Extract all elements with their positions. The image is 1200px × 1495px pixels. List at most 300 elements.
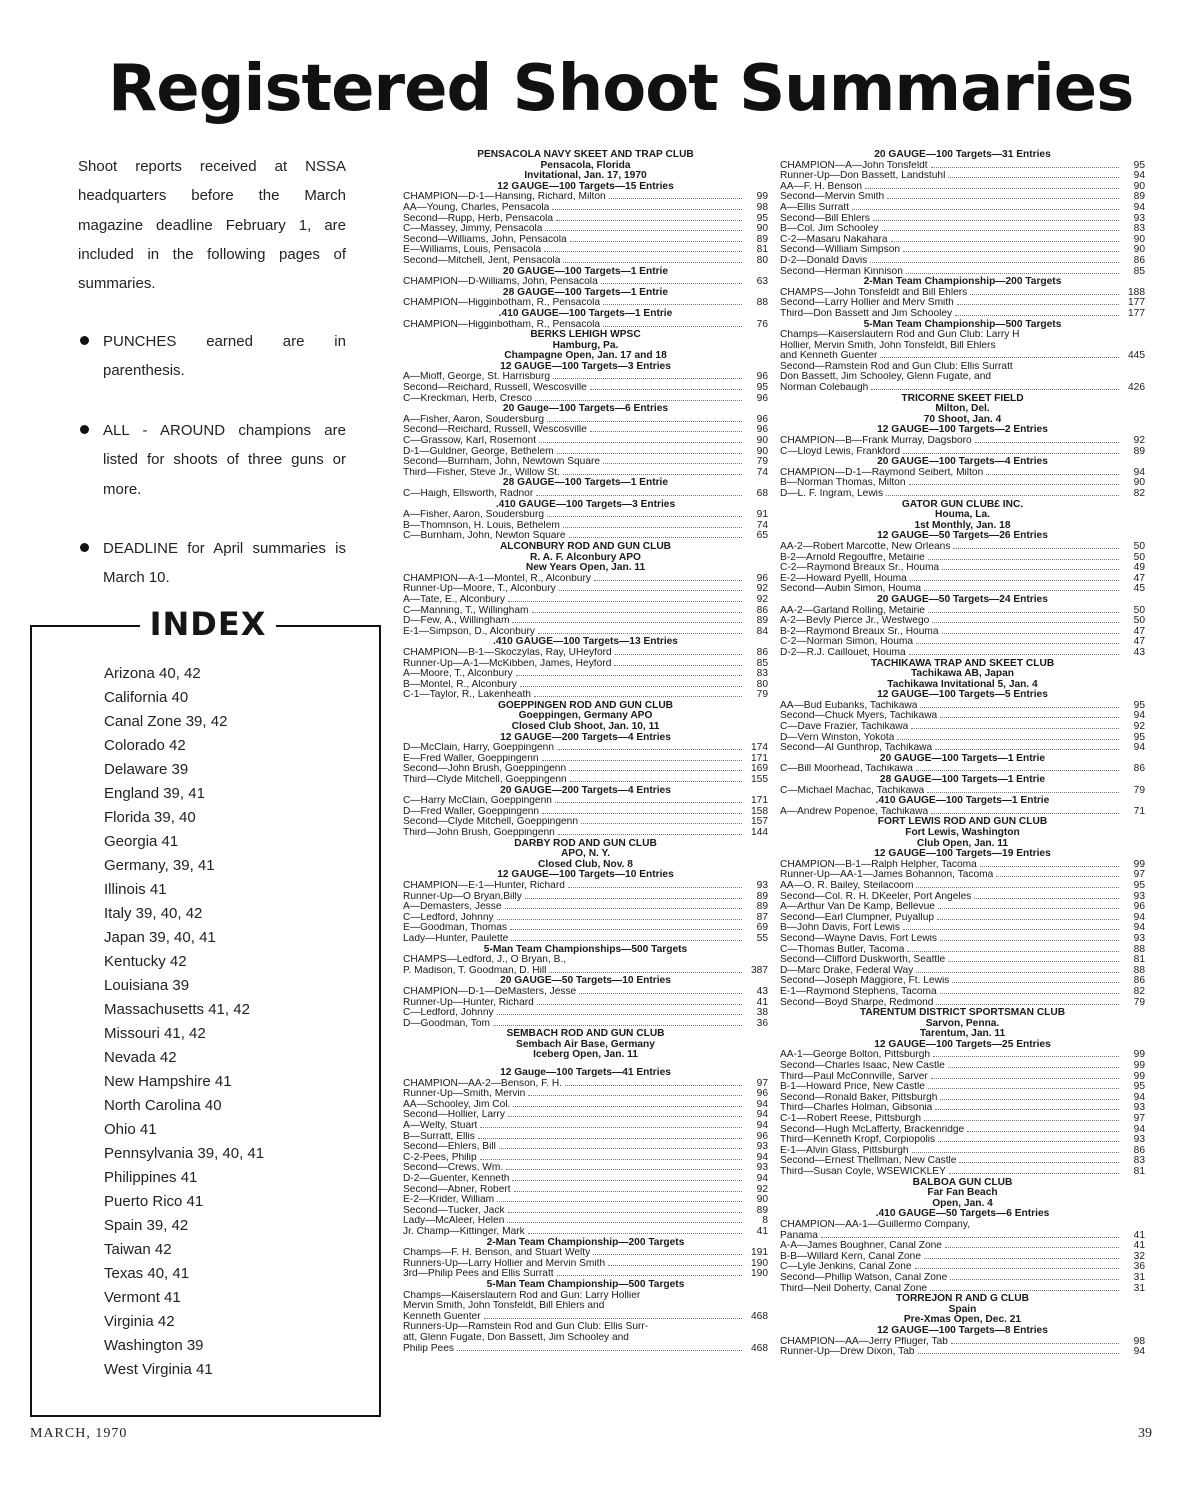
result-score: 74 (756, 519, 768, 531)
result-name: C—Massey, Jimmy, Pensacola (403, 224, 543, 235)
result-row (780, 468, 1145, 479)
result-score: 76 (756, 318, 768, 330)
dot-leader (891, 241, 1119, 242)
result-row (403, 1142, 768, 1153)
dot-leader (603, 304, 742, 305)
dot-leader (933, 1056, 1119, 1057)
result-score: 86 (1133, 1144, 1145, 1156)
result-row (780, 627, 1145, 638)
dot-leader (942, 633, 1119, 634)
dot-leader (544, 251, 742, 252)
result-row (403, 1312, 768, 1323)
result-name: Second—Mervin Smith (780, 192, 885, 203)
result-row (403, 764, 768, 775)
result-row (403, 1248, 768, 1259)
result-row (403, 923, 768, 934)
section-heading: 20 GAUGE—50 Targets—24 Entries (877, 593, 1048, 605)
dot-leader (974, 898, 1119, 899)
result-score: 89 (1133, 445, 1145, 457)
index-item: Virginia 42 (104, 1313, 175, 1330)
intro-paragraph: Shoot reports received at NSSA headquarters before the March magazine deadline February 1, are included in the following pages of summaries. (78, 158, 346, 293)
result-row (403, 521, 768, 532)
section-heading: 12 GAUGE—50 Targets—26 Entries (877, 530, 1048, 542)
result-name: E-1—Raymond Stephens, Tacoma (780, 986, 937, 997)
dot-leader (570, 781, 742, 782)
dot-leader (948, 1067, 1119, 1068)
section-heading: Far Fan Beach (927, 1187, 998, 1199)
dot-leader (938, 1141, 1119, 1142)
result-score: 8 (762, 1215, 768, 1227)
result-name: Second—Clyde Mitchell, Goeppingenn (403, 817, 578, 828)
result-row (780, 881, 1145, 892)
result-row (780, 1241, 1145, 1252)
result-score: 96 (756, 424, 768, 436)
result-row (780, 235, 1145, 246)
index-item: Massachusetts 41, 42 (104, 1001, 250, 1018)
result-row (780, 214, 1145, 225)
result-row (780, 976, 1145, 987)
result-score: 93 (1133, 932, 1145, 944)
result-score: 71 (1133, 805, 1145, 817)
result-name: C—Burnham, John, Newton Square (403, 531, 566, 542)
bullet-deadline (78, 534, 346, 593)
result-score: 41 (1133, 1229, 1145, 1241)
index-item: Delaware 39 (104, 761, 189, 778)
result-score: 87 (756, 911, 768, 923)
result-row (403, 1344, 768, 1355)
dot-leader (927, 792, 1119, 793)
result-row (780, 542, 1145, 553)
result-text-line (403, 1333, 768, 1344)
result-score: 80 (756, 678, 768, 690)
dot-leader (507, 1222, 742, 1223)
dot-leader (931, 1078, 1119, 1079)
result-score: 426 (1128, 382, 1145, 394)
result-score: 65 (756, 530, 768, 542)
result-row (780, 637, 1145, 648)
result-row (780, 1337, 1145, 1348)
result-row (403, 489, 768, 500)
result-row (780, 203, 1145, 214)
result-name: C-2—Norman Simon, Houma (780, 637, 914, 648)
section-heading: TARENTUM DISTRICT SPORTSMAN CLUB (859, 1007, 1066, 1019)
dot-leader (528, 1095, 742, 1096)
result-score: 96 (756, 572, 768, 584)
result-name: D—L. F. Ingram, Lewis (780, 489, 884, 499)
result-name: D—Few, A., Willingham (403, 616, 510, 627)
dot-leader (980, 866, 1119, 867)
dot-leader (539, 442, 742, 443)
result-row (403, 574, 768, 585)
dot-leader (951, 1343, 1119, 1344)
dot-leader (935, 749, 1119, 750)
result-row (780, 1050, 1145, 1061)
dot-leader (497, 1201, 742, 1202)
result-row (780, 1262, 1145, 1273)
result-row (403, 203, 768, 214)
result-row (780, 923, 1145, 934)
dot-leader (928, 559, 1119, 560)
result-row (403, 256, 768, 267)
result-score: 98 (756, 201, 768, 213)
result-name: E-2—Howard Pyelll, Houma (780, 573, 907, 584)
result-name: Second—Aubin Simon, Houma (780, 584, 922, 595)
result-row (780, 1167, 1145, 1178)
index-item: Spain 39, 42 (104, 1217, 189, 1234)
result-score: 41 (756, 996, 768, 1008)
result-name: AA—Bud Eubanks, Tachikawa (780, 700, 918, 711)
section-heading: Tachikawa Invitational 5, Jan. 4 (887, 678, 1038, 690)
result-text-line (403, 1301, 768, 1312)
result-name: Third—Susan Coyle, WSEWICKLEY (780, 1167, 946, 1177)
result-row (780, 553, 1145, 564)
section-heading: 28 GAUGE—100 Targets—1 Entrie (879, 774, 1046, 786)
result-name: A-2—Bevly Pierce Jr., Westwego (780, 616, 930, 627)
result-row (780, 1252, 1145, 1263)
result-row (403, 447, 768, 458)
result-row (403, 595, 768, 606)
dot-leader (955, 315, 1119, 316)
bullet-text: DEADLINE for April summaries is March 10. (103, 540, 346, 587)
result-row (403, 214, 768, 225)
section-heading: .410 GAUGE—50 Targets—6 Entries (875, 1208, 1050, 1220)
dot-leader (457, 1350, 742, 1351)
dot-leader (970, 294, 1119, 295)
result-score: 93 (756, 1141, 768, 1153)
index-item: Colorado 42 (104, 737, 186, 754)
index-top-rule-left (30, 625, 140, 627)
dot-leader (614, 665, 742, 666)
result-row (780, 934, 1145, 945)
dot-leader (512, 622, 742, 623)
result-row (780, 870, 1145, 881)
dot-leader (505, 908, 742, 909)
result-score: 94 (1133, 922, 1145, 934)
result-score: 93 (1133, 1134, 1145, 1146)
result-row (403, 913, 768, 924)
result-name: Third—Clyde Mitchell, Goeppingenn (403, 775, 567, 786)
result-score: 90 (1133, 180, 1145, 192)
result-row (403, 881, 768, 892)
section-heading: 28 GAUGE—100 Targets—1 Entrie (502, 477, 669, 489)
result-name: Second—Hugh McLafferty, Brackenridge (780, 1124, 965, 1135)
result-name: E—Williams, Louis, Pensacola (403, 245, 542, 256)
result-name: Second—John Brush, Goeppingenn (403, 764, 567, 775)
dot-leader (569, 770, 742, 771)
dot-leader (975, 442, 1119, 443)
dot-leader (903, 929, 1119, 930)
result-score: 50 (1133, 551, 1145, 563)
dot-leader (511, 940, 742, 941)
section-heading: 12 GAUGE—100 Targets—5 Entries (877, 689, 1048, 701)
result-name: B—Montel, R., Alconbury (403, 679, 517, 690)
result-score: 191 (751, 1247, 768, 1259)
result-score: 49 (1133, 562, 1145, 574)
result-score: 190 (751, 1257, 768, 1269)
result-name: Hollier, Mervin Smith, John Tonsfeldt, Bill Ehlers (780, 340, 996, 351)
result-name: Runner-Up—Hunter, Richard (403, 997, 534, 1008)
result-row (780, 1072, 1145, 1083)
dot-leader (903, 453, 1119, 454)
result-score: 86 (756, 604, 768, 616)
dot-leader (957, 304, 1119, 305)
dot-leader (514, 1191, 742, 1192)
result-row (780, 1114, 1145, 1125)
section-heading: 2-Man Team Championship—200 Targets (486, 1236, 685, 1248)
result-text-line (403, 955, 768, 966)
dot-leader (936, 1004, 1119, 1005)
index-item: Taiwan 42 (104, 1241, 172, 1258)
index-item: Japan 39, 40, 41 (104, 929, 216, 946)
result-row (780, 860, 1145, 871)
result-score: 174 (751, 742, 768, 754)
section-heading: 70 Shoot, Jan. 4 (923, 413, 1002, 425)
result-score: 95 (1133, 731, 1145, 743)
result-name: CHAMPION—D-1—Raymond Seibert, Milton (780, 467, 984, 478)
result-row (403, 616, 768, 627)
section-heading: .410 GAUGE—100 Targets—13 Entries (493, 636, 678, 648)
result-row (780, 1061, 1145, 1072)
result-text-line (780, 341, 1145, 352)
section-heading: 12 GAUGE—100 Targets—25 Entries (874, 1038, 1051, 1050)
result-name: D-2—Donald Davis (780, 255, 868, 266)
section-heading: 20 Gauge—100 Targets—6 Entries (502, 403, 669, 415)
result-name: C—Harry McClain, Goeppingenn (403, 796, 552, 807)
result-score: 99 (1133, 1060, 1145, 1072)
result-score: 90 (756, 223, 768, 235)
result-score: 79 (1133, 996, 1145, 1008)
result-row (403, 457, 768, 468)
section-heading: 28 GAUGE—100 Targets—1 Entrie (502, 286, 669, 298)
result-score: 95 (1133, 1081, 1145, 1093)
result-name: Second—Al Gunthrop, Tachikawa (780, 743, 933, 754)
result-score: 94 (756, 1098, 768, 1110)
section-heading: Closed Club, Nov. 8 (538, 858, 633, 870)
result-score: 94 (1133, 201, 1145, 213)
result-row (403, 817, 768, 828)
result-score: 55 (756, 932, 768, 944)
dot-leader (906, 273, 1119, 274)
section-heading: 20 GAUGE—100 Targets—1 Entrie (502, 265, 669, 277)
index-item: Philippines 41 (104, 1169, 198, 1186)
issue-date: MARCH, 1970 (30, 1426, 128, 1441)
result-score: 80 (756, 254, 768, 266)
dot-leader (590, 431, 742, 432)
result-name: A-A—James Boughner, Canal Zone (780, 1241, 942, 1252)
result-name: D—Fred Waller, Goeppingenn (403, 806, 540, 817)
dot-leader (931, 813, 1119, 814)
result-score: 92 (756, 593, 768, 605)
result-score: 95 (756, 212, 768, 224)
dot-leader (559, 590, 742, 591)
result-name: C—Michael Machac, Tachikawa (780, 785, 925, 796)
result-name: B—Thomnson, H. Louis, Bethelem (403, 520, 560, 531)
dot-leader (948, 961, 1119, 962)
index-item: Kentucky 42 (104, 953, 187, 970)
result-score: 79 (756, 456, 768, 468)
result-name: Second—Charles Isaac, New Castle (780, 1061, 945, 1072)
result-row (403, 415, 768, 426)
dot-leader (537, 1004, 742, 1005)
result-name: CHAMPION—B-1—Ralph Helpher, Tacoma (780, 859, 977, 870)
result-score: 85 (756, 657, 768, 669)
result-name: Second—Hollier, Larry (403, 1110, 505, 1121)
result-name: Runner-Up—Moore, T., Alconbury (403, 584, 556, 595)
result-text-line (780, 1220, 1145, 1231)
section-heading: BALBOA GUN CLUB (912, 1176, 1013, 1188)
result-name: C—Grassow, Karl, Rosemont (403, 436, 537, 447)
bullet-all-around (78, 416, 346, 504)
result-name: B—John Davis, Fort Lewis (780, 923, 901, 934)
section-heading: PENSACOLA NAVY SKEET AND TRAP CLUB (477, 149, 694, 160)
result-score: 88 (1133, 964, 1145, 976)
dot-leader (569, 537, 742, 538)
result-name: A—Fisher, Aaron, Soudersburg (403, 414, 545, 425)
dot-leader (938, 908, 1119, 909)
result-row (780, 245, 1145, 256)
result-score: 82 (1133, 985, 1145, 997)
result-score: 94 (756, 1173, 768, 1184)
result-row (780, 256, 1145, 267)
dot-leader (565, 1085, 742, 1086)
dot-leader (931, 167, 1119, 168)
section-heading: APO, N. Y. (560, 848, 611, 860)
result-row (780, 182, 1145, 193)
section-heading: TACHIKAWA TRAP AND SKEET CLUB (870, 657, 1055, 669)
dot-leader (916, 770, 1119, 771)
dot-leader (553, 378, 742, 379)
section-heading: R. A. F. Alconbury APO (530, 551, 641, 563)
result-score: 445 (1128, 350, 1145, 362)
dot-leader (557, 749, 742, 750)
result-row (780, 902, 1145, 913)
result-row (403, 606, 768, 617)
dot-leader (536, 495, 742, 496)
result-row (780, 1156, 1145, 1167)
dot-leader (887, 198, 1119, 199)
result-name: B—Surratt, Ellis (403, 1131, 475, 1142)
dot-leader (882, 230, 1119, 231)
result-row (403, 235, 768, 246)
dot-leader (986, 474, 1119, 475)
section-heading: 5-Man Team Championship—500 Targets (863, 318, 1062, 330)
dot-leader (910, 580, 1119, 581)
result-name: B-2—Raymond Breaux Sr., Houma (780, 626, 939, 637)
result-row (780, 436, 1145, 447)
result-row (403, 1089, 768, 1100)
index-item: Italy 39, 40, 42 (104, 905, 203, 922)
result-name: Runners-Up—Ramstein Rod and Gun Club: Ellis Surr- (403, 1322, 649, 1333)
result-score: 82 (1133, 488, 1145, 499)
result-score: 96 (756, 371, 768, 383)
result-name: Second—Reichard, Russell, Wescosville (403, 425, 587, 436)
result-name: Third—Kenneth Kropf, Corpiopolis (780, 1135, 936, 1146)
dot-leader (952, 982, 1119, 983)
result-row (780, 711, 1145, 722)
result-score: 96 (756, 1130, 768, 1142)
dot-leader (873, 220, 1119, 221)
bullet-text: ALL - AROUND champions are listed for shoots of three guns or more. (103, 422, 346, 498)
dot-leader (911, 728, 1119, 729)
section-heading: 20 GAUGE—50 Targets—10 Entries (500, 975, 671, 987)
result-name: AA—O. R. Bailey, Steilacoom (780, 880, 914, 891)
dot-leader (945, 1247, 1119, 1248)
result-score: 94 (1133, 170, 1145, 182)
result-row (403, 828, 768, 839)
section-heading: 12 GAUGE—100 Targets—3 Entries (500, 360, 671, 372)
result-score: 89 (756, 233, 768, 245)
result-name: C—Dave Frazier, Tachikawa (780, 722, 909, 733)
result-name: Second—Larry Hollier and Merv Smith (780, 298, 954, 309)
dot-leader (542, 813, 742, 814)
dot-leader (609, 198, 742, 199)
result-row (780, 648, 1145, 659)
result-row (403, 807, 768, 818)
dot-leader (493, 1025, 742, 1026)
result-name: Third—John Brush, Goeppingenn (403, 828, 555, 838)
result-name: Norman Colebaugh (780, 383, 869, 394)
result-score: 99 (756, 191, 768, 203)
dot-leader (513, 1106, 742, 1107)
dot-leader (932, 622, 1119, 623)
dot-leader (590, 389, 742, 390)
result-name: B—Col. Jim Schooley (780, 224, 879, 235)
result-name: A—Tate, E., Alconbury (403, 594, 505, 605)
result-name: 3rd—Philip Pees and Ellis Surratt (403, 1269, 554, 1280)
result-name: Second—Tucker, Jack (403, 1205, 505, 1216)
result-name: Second—Chuck Myers, Tachikawa (780, 711, 938, 722)
result-name: Champs—Kaiserslautern Rod and Gun: Larry Hollier (403, 1290, 641, 1301)
result-score: 97 (1133, 869, 1145, 881)
result-name: C-1—Robert Reese, Pittsburgh (780, 1114, 921, 1125)
result-text-line (780, 330, 1145, 341)
result-name: A—Mioff, George, St. Harrisburg (403, 372, 551, 383)
result-score: 468 (751, 1342, 768, 1354)
result-score: 94 (1133, 1346, 1145, 1358)
section-heading: TORREJON R AND G CLUB (895, 1293, 1029, 1305)
dot-leader (909, 484, 1120, 485)
result-row (403, 372, 768, 383)
dot-leader (953, 548, 1119, 549)
result-name: C—Kreckman, Herb, Cresco (403, 393, 533, 404)
result-score: 96 (756, 392, 768, 404)
result-name: C-1—Taylor, R., Lakenheath (403, 690, 531, 701)
result-score: 86 (756, 646, 768, 658)
result-name: E—Fred Waller, Goeppingenn (403, 753, 539, 764)
result-name: Second—Col. R. H. DKeeler, Port Angeles (780, 891, 972, 902)
dot-leader (534, 696, 742, 697)
section-heading: 12 GAUGE—100 Targets—8 Entries (877, 1324, 1048, 1336)
result-name: CHAMPS—John Tonsfeldt and Bill Ehlers (780, 287, 968, 298)
result-name: Champs—F. H. Benson, and Stuart Welty (403, 1248, 591, 1259)
dot-leader (916, 887, 1119, 888)
index-item: Puerto Rico 41 (104, 1193, 204, 1210)
dot-leader (525, 898, 742, 899)
bullet-icon (80, 336, 89, 345)
result-name: B-B—Willard Kern, Canal Zone (780, 1251, 921, 1262)
result-name: CHAMPION—Higginbotham, R., Pensacola (403, 319, 601, 330)
result-name: Second—Joseph Maggiore, Ft. Lewis (780, 976, 950, 987)
result-score: 97 (1133, 1113, 1145, 1125)
result-row (403, 1008, 768, 1019)
result-name: Second—Earl Clumpner, Puyallup (780, 912, 935, 923)
section-heading: 5-Man Team Championships—500 Targets (483, 943, 688, 955)
result-row (780, 616, 1145, 627)
result-row (780, 1103, 1145, 1114)
result-row (780, 606, 1145, 617)
result-row (403, 436, 768, 447)
dot-leader (852, 209, 1119, 210)
